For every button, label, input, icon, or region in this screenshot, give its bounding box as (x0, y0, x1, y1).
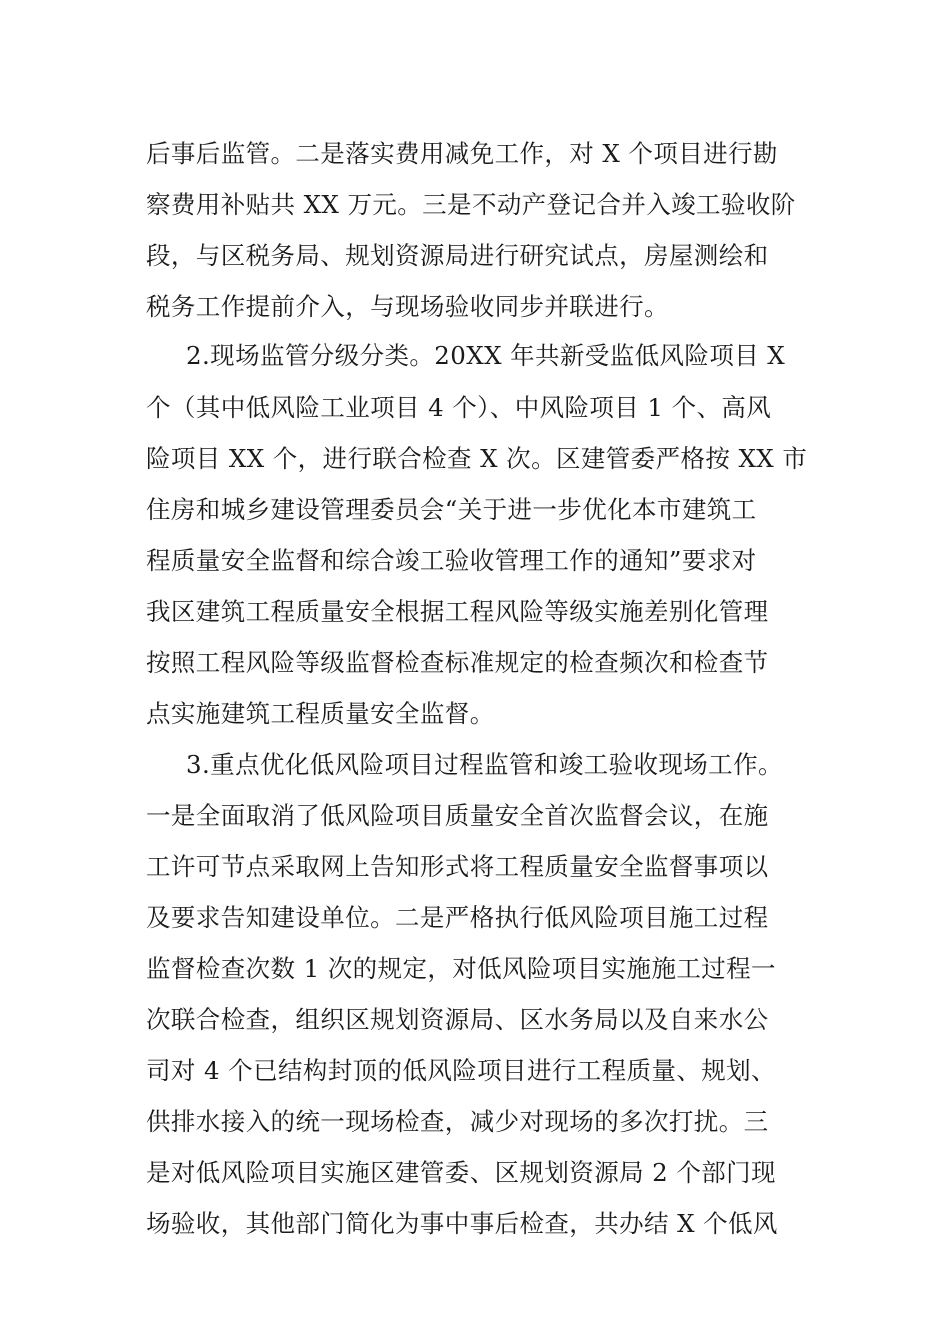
text-line: 后事后监管。二是落实费用减免工作，对 X 个项目进行勘 (146, 139, 778, 168)
text-line: 税务工作提前介入，与现场验收同步并联进行。 (146, 292, 669, 321)
text-line: 点实施建筑工程质量安全监督。 (146, 699, 495, 728)
text-line: 监督检查次数 1 次的规定，对低风险项目实施施工过程一 (146, 954, 776, 983)
text-line: 工许可节点采取网上告知形式将工程质量安全监督事项以 (146, 852, 769, 881)
text-line: 段，与区税务局、规划资源局进行研究试点，房屋测绘和 (146, 241, 769, 270)
paragraph-2-heading-line: 2.现场监管分级分类。20XX 年共新受监低风险项目 X (186, 341, 786, 370)
text-line: 我区建筑工程质量安全根据工程风险等级实施差别化管理 (146, 597, 769, 626)
text-line: 险项目 XX 个，进行联合检查 X 次。区建管委严格按 XX 市 (146, 444, 808, 473)
paragraph-3-heading-line: 3.重点优化低风险项目过程监管和竣工验收现场工作。 (186, 750, 783, 779)
text-line: 一是全面取消了低风险项目质量安全首次监督会议，在施 (146, 801, 769, 830)
text-line: 察费用补贴共 XX 万元。三是不动产登记合并入竣工验收阶 (146, 190, 796, 219)
text-line: 司对 4 个已结构封顶的低风险项目进行工程质量、规划、 (146, 1056, 776, 1085)
text-line: 场验收，其他部门简化为事中事后检查，共办结 X 个低风 (146, 1209, 778, 1238)
text-line: 次联合检查，组织区规划资源局、区水务局以及自来水公 (146, 1005, 769, 1034)
text-line: 按照工程风险等级监督检查标准规定的检查频次和检查节 (146, 648, 769, 677)
text-line: 住房和城乡建设管理委员会“关于进一步优化本市建筑工 (146, 495, 757, 524)
text-line: 及要求告知建设单位。二是严格执行低风险项目施工过程 (146, 903, 769, 932)
text-line: 供排水接入的统一现场检查，减少对现场的多次打扰。三 (146, 1107, 769, 1136)
text-line: 是对低风险项目实施区建管委、区规划资源局 2 个部门现 (146, 1158, 776, 1187)
text-line: 个（其中低风险工业项目 4 个）、中风险项目 1 个、高风 (146, 393, 772, 422)
text-line: 程质量安全监督和综合竣工验收管理工作的通知”要求对 (146, 546, 757, 575)
